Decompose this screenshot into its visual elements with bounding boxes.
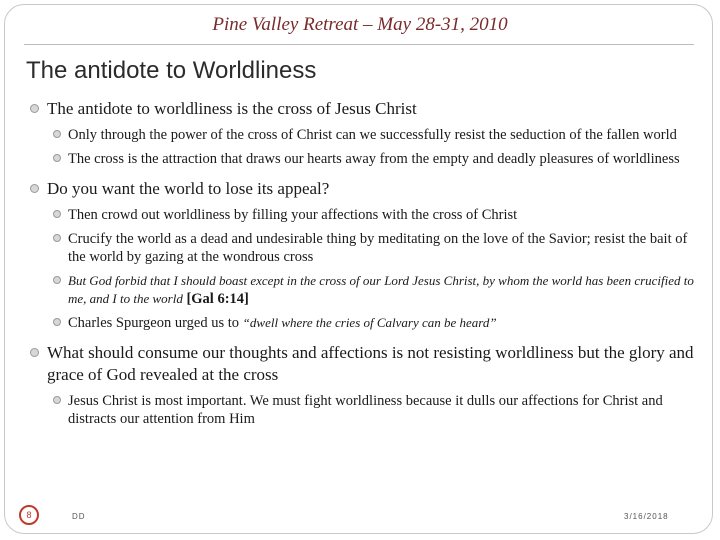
bullet-2 (0, 178, 720, 200)
spurgeon-quote (0, 314, 720, 332)
bullet-3 (0, 342, 720, 386)
header-divider (24, 44, 694, 45)
bullet-text: What should consume our thoughts and affections is not resisting worldliness but the glory and grace of God revealed at the cross (47, 343, 694, 384)
sub-bullet-text: The cross is the attraction that draws our hearts away from the empty and deadly pleasures of worldliness (68, 151, 680, 167)
sub-bullet-text: Jesus Christ is most important. We must fight worldliness because it dulls our affections for Christ and distracts our attention from Him (68, 393, 663, 427)
scripture-quote (0, 272, 720, 308)
spurgeon-quote-text: “dwell where the cries of Calvary can be heard” (242, 315, 497, 330)
sub-bullet (0, 126, 720, 144)
bullet-dot-icon (30, 184, 39, 193)
bullet-1 (0, 98, 720, 120)
sub-bullet (0, 206, 720, 224)
bullet-dot-icon (53, 318, 61, 326)
bullet-dot-icon (53, 210, 61, 218)
bullet-dot-icon (30, 104, 39, 113)
scripture-text: But God forbid that I should boast except in the cross of our Lord Jesus Christ, by whom the world has been crucified to me, and I to the world (68, 273, 694, 306)
sub-bullet-text: Then crowd out worldliness by filling your affections with the cross of Christ (68, 207, 518, 223)
bullet-text: The antidote to worldliness is the cross of Jesus Christ (47, 99, 417, 118)
bullet-dot-icon (53, 396, 61, 404)
bullet-text: Do you want the world to lose its appeal? (47, 179, 330, 198)
slide-title: The antidote to Worldliness (26, 57, 317, 84)
footer-date: 3/16/2018 (624, 512, 669, 521)
bullet-dot-icon (53, 130, 61, 138)
sub-bullet (0, 392, 720, 428)
bullet-dot-icon (53, 276, 61, 284)
sub-bullet (0, 150, 720, 168)
bullet-dot-icon (53, 234, 61, 242)
slide-content (0, 98, 720, 438)
scripture-reference: [Gal 6:14] (186, 291, 249, 307)
sub-bullet-text: Crucify the world as a dead and undesirable thing by meditating on the love of the Savior; resist the bait of the world by gazing at the wondrous cross (68, 231, 688, 265)
footer-author: DD (72, 512, 86, 521)
bullet-dot-icon (30, 348, 39, 357)
slide-number-badge: 8 (19, 505, 39, 525)
bullet-dot-icon (53, 154, 61, 162)
spurgeon-lead: Charles Spurgeon urged us to (68, 315, 243, 331)
sub-bullet (0, 230, 720, 266)
slide-header: Pine Valley Retreat – May 28-31, 2010 (212, 14, 508, 35)
sub-bullet-text: Only through the power of the cross of Christ can we successfully resist the seduction of the fallen world (68, 127, 677, 143)
